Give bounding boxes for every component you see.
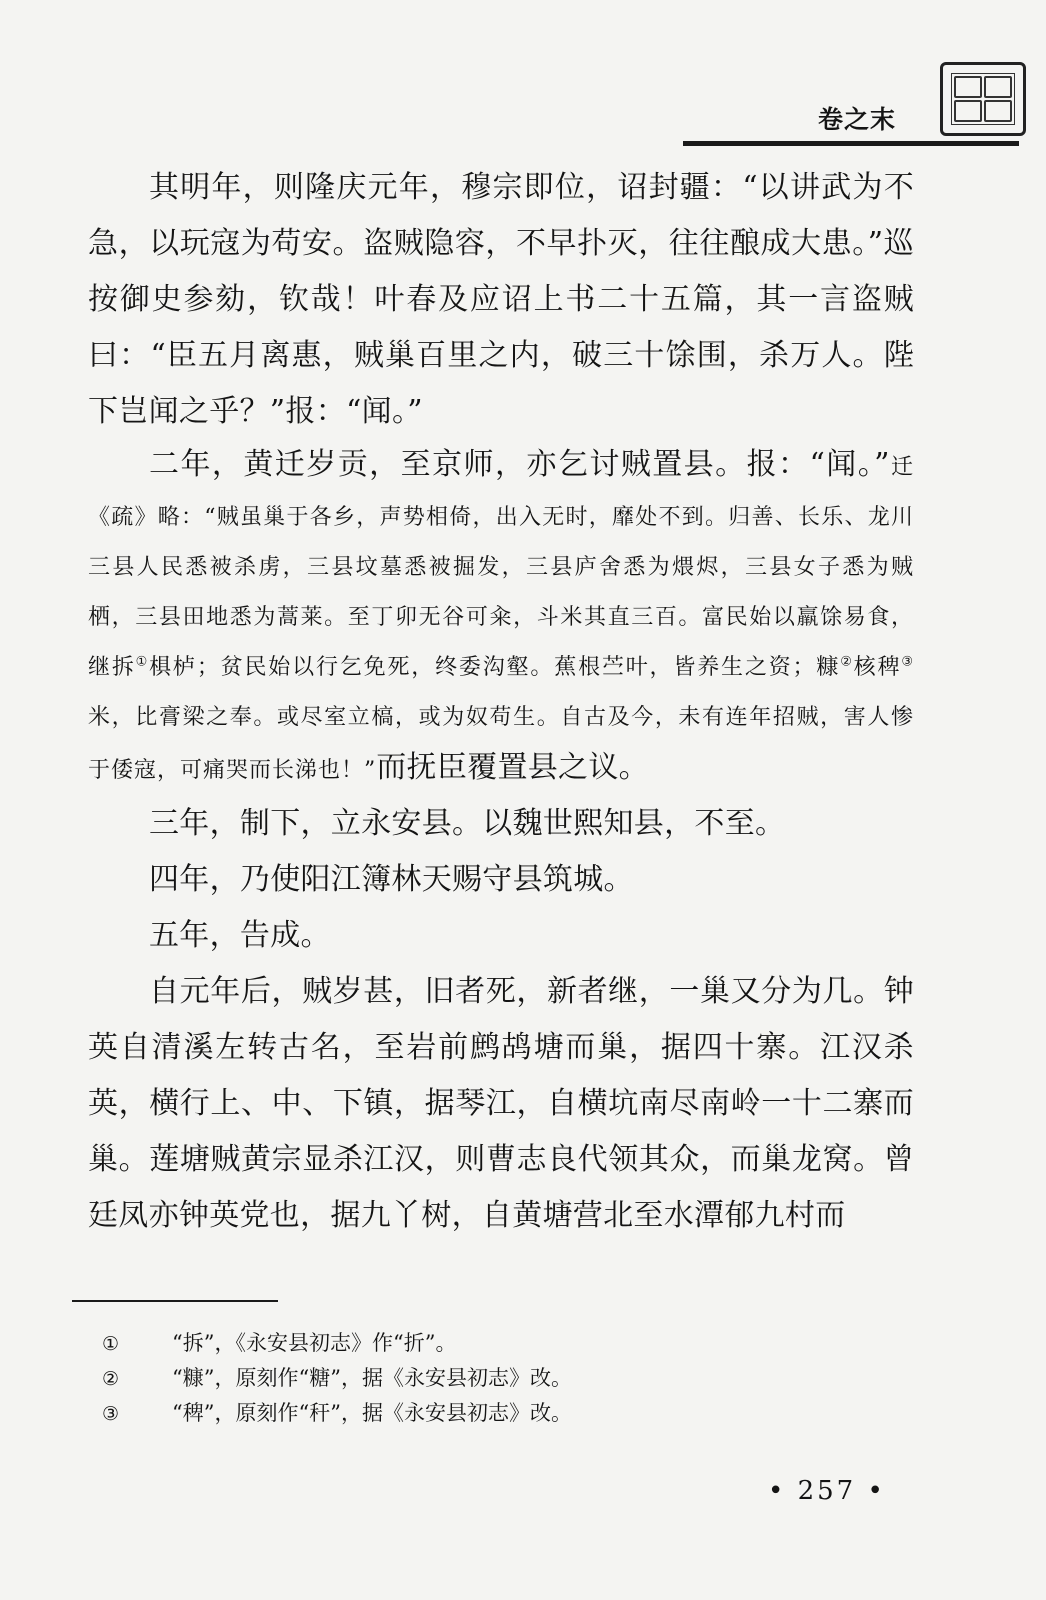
inline-note: 核稗 xyxy=(853,655,902,680)
footnote xyxy=(102,1396,802,1431)
paragraph: 其明年，则隆庆元年，穆宗即位，诏封疆：“以讲武为不急，以玩寇为苟安。盗贼隐容，不早扑灭，往往酿成大患。”巡按御史参劾，钦哉！叶春及应诏上书二十五篇，其一言盗贼曰：“臣五月离惠，贼巢百里之内，破三十馀围，杀万人。陛下岂闻之乎？”报：“闻。” xyxy=(88,170,914,429)
footnote-mark: ③ xyxy=(102,1403,120,1425)
header-rule xyxy=(683,141,1019,146)
paragraph-with-note xyxy=(88,440,914,796)
footnote-ref[interactable]: ① xyxy=(135,654,150,670)
paragraph: 四年，乃使阳江簿林天赐守县筑城。 xyxy=(149,862,634,897)
footnote-text: “稗”，原刻作“秆”，据《永安县初志》改。 xyxy=(172,1401,572,1425)
footnote-ref[interactable]: ③ xyxy=(901,654,914,670)
paragraph-lead: 二年，黄迁岁贡，至京师，亦乞讨贼置县。报：“闻。” xyxy=(149,447,890,482)
footnotes xyxy=(102,1326,802,1431)
footnote-ref[interactable]: ② xyxy=(840,654,854,670)
paragraph: 自元年后，贼岁甚，旧者死，新者继，一巢又分为几。钟英自清溪左转古名，至岩前鹧鸪塘而巢，据四十寨。江汉杀英，横行上、中、下镇，据琴江，自横坑南尽南岭一十二寨而巢。莲塘贼黄宗显杀江汉，则曹志良代领其众，而巢龙窝。曾廷凤亦钟英党也，据九丫树，自黄塘营北至水潭郁九村而 xyxy=(88,974,914,1233)
paragraph: 三年，制下，立永安县。以魏世熙知县，不至。 xyxy=(149,806,786,841)
footnote-mark: ① xyxy=(102,1333,120,1355)
running-header: 卷之末 xyxy=(818,105,897,134)
page-number: • 257 • xyxy=(768,1476,886,1506)
footnote xyxy=(102,1361,802,1396)
footnote-mark: ② xyxy=(102,1368,120,1390)
footnote-text: “拆”，《永安县初志》作“折”。 xyxy=(172,1331,457,1355)
seal-stamp xyxy=(940,62,1026,136)
footnote-text: “糠”，原刻作“糖”，据《永安县初志》改。 xyxy=(172,1366,572,1390)
paragraph-tail: 而抚臣覆置县之议。 xyxy=(376,750,649,785)
footnote-rule xyxy=(72,1300,278,1302)
inline-note: 椇栌；贫民始以行乞免死，终委沟壑。蕉根苎叶，皆养生之资；糠 xyxy=(149,655,841,680)
footnote xyxy=(102,1326,802,1361)
main-text xyxy=(88,160,914,1244)
seal-glyph-grid xyxy=(951,73,1015,125)
paragraph: 五年，告成。 xyxy=(149,918,331,953)
inline-note: 米，比膏梁之奉。或尽室立槁，或为奴苟生。自古及今，未有连年招贼，害人惨于倭寇，可痛哭而长涕也！” xyxy=(88,705,914,783)
inline-note: 迁《疏》略：“贼虽巢于各乡，声势相倚，出入无时，靡处不到。归善、长乐、龙川三县人民悉被杀虏，三县坟墓悉被掘发，三县庐舍悉为煨烬，三县女子悉为贼栖，三县田地悉为蒿莱。至丁卯无谷可籴，斗米其直三百。富民始以羸馀易食，继拆 xyxy=(88,455,914,680)
